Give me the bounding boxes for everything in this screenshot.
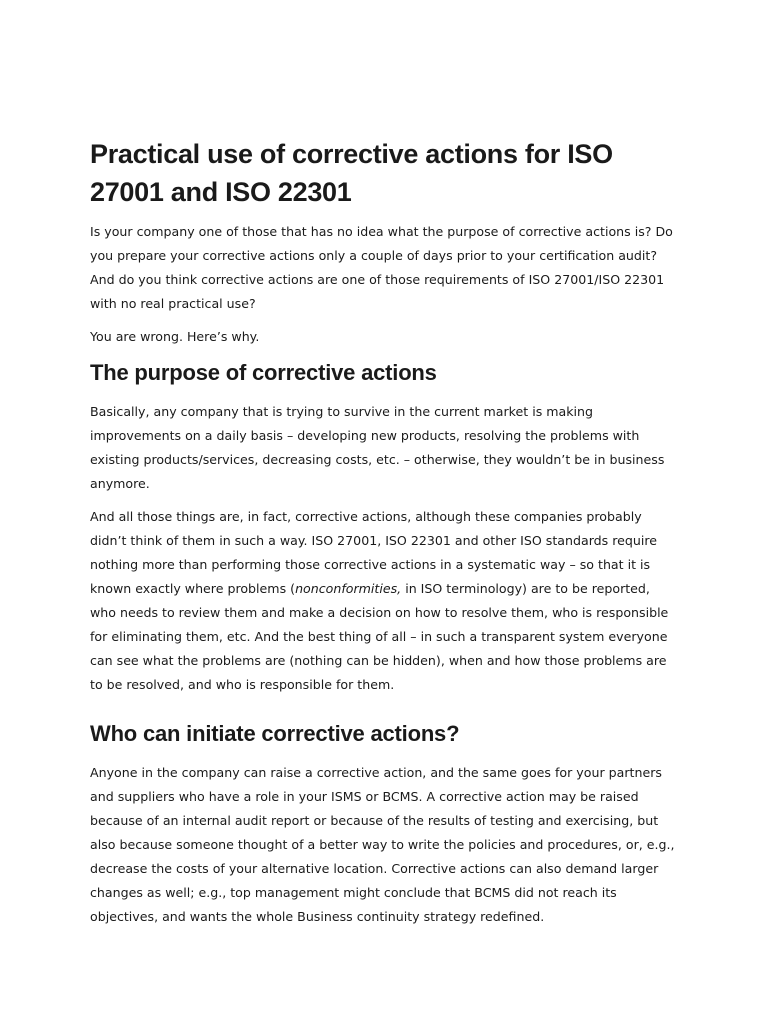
purpose-paragraph-1: Basically, any company that is trying to survive in the current market is making improvements on a daily basis – developing new products, resolving the problems with existing products/services, decreasing costs, etc. – otherwise, they wouldn’t be in business anymore. bbox=[90, 404, 665, 491]
intro-paragraph-1: Is your company one of those that has no idea what the purpose of corrective actions is? Do you prepare your corrective actions only a couple of days prior to your certification audit? And do you think corrective actions are one of those requirements of ISO 27001/ISO 22301 with no real practical use? bbox=[90, 224, 673, 311]
article-title: Practical use of corrective actions for ISO 27001 and ISO 22301 bbox=[90, 139, 613, 207]
article bbox=[90, 135, 675, 938]
section-heading-purpose: The purpose of corrective actions bbox=[90, 360, 437, 385]
who-paragraph-1: Anyone in the company can raise a corrective action, and the same goes for your partners and suppliers who have a role in your ISMS or BCMS. A corrective action may be raised because of an internal audit report or because of the results of testing and exercising, but also because someone thought of a better way to write the policies and procedures, or, e.g., decrease the costs of your alternative location. Corrective actions can also demand larger changes as well; e.g., top management might conclude that BCMS did not reach its objectives, and wants the whole Business continuity strategy redefined. bbox=[90, 765, 675, 924]
purpose-paragraph-2 bbox=[90, 505, 675, 697]
purpose-paragraph-2-end: in ISO terminology) are to be reported, who needs to review them and make a decision on how to resolve them, who is responsible for eliminating them, etc. And the best thing of all – in such a transparent system everyone can see what the problems are (nothing can be hidden), when and how those problems are to be resolved, and who is responsible for them. bbox=[90, 581, 669, 692]
purpose-paragraph-2-start: And all those things are, in fact, corrective actions, although these companies probably didn’t think of them in such a way. ISO 27001, ISO 22301 and other ISO standards require nothing more than performing those corrective actions in a systematic way – so that it is known exactly where problems ( bbox=[90, 509, 657, 596]
nonconformities-term: nonconformities, bbox=[295, 581, 402, 596]
section-heading-who: Who can initiate corrective actions? bbox=[90, 721, 460, 746]
intro-paragraph-2: You are wrong. Here’s why. bbox=[90, 329, 260, 344]
